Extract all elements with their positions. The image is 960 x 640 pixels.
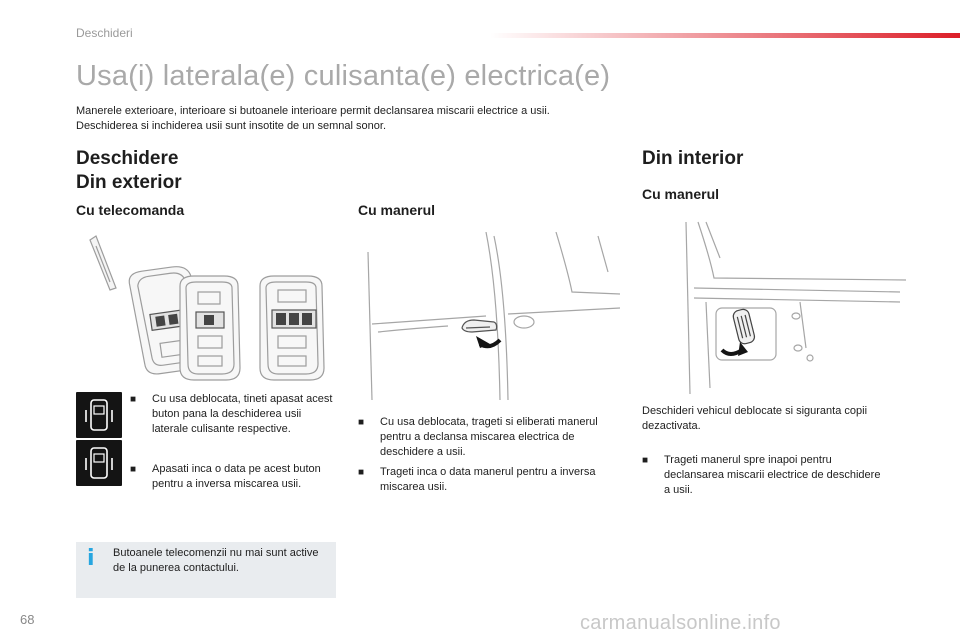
intro-line-2: Deschiderea si inchiderea usii sunt insotite de un semnal sonor. bbox=[76, 120, 387, 132]
intro-line-1: Manerele exterioare, interioare si butoanele interioare permit declansarea miscarii electrice a usii. bbox=[76, 105, 550, 117]
opening-heading-line-2: Din exterior bbox=[76, 172, 182, 193]
ext-handle-step-2 bbox=[358, 465, 603, 495]
remote-step-1-text: Cu usa deblocata, tineti apasat acest buton pana la deschiderea usii laterale culisante respective. bbox=[152, 393, 333, 435]
remote-step-2 bbox=[130, 462, 335, 492]
opening-heading bbox=[76, 147, 182, 195]
bullet-mark: ■ bbox=[358, 417, 365, 428]
header-accent-line bbox=[490, 33, 960, 38]
sliding-door-icon bbox=[76, 392, 122, 438]
int-handle-heading: Cu manerul bbox=[642, 186, 720, 202]
page-title: Usa(i) laterala(e) culisanta(e) electrica(e) bbox=[76, 60, 611, 92]
opening-heading-line-1: Deschidere bbox=[76, 148, 179, 169]
ext-handle-step-1 bbox=[358, 415, 603, 460]
remote-keys-illustration bbox=[82, 232, 344, 382]
interior-heading: Din interior bbox=[642, 148, 744, 169]
bullet-mark: ■ bbox=[130, 394, 137, 405]
interior-handle bbox=[732, 308, 756, 345]
bullet-mark: ■ bbox=[642, 455, 649, 466]
interior-text: Deschideri vehicul deblocate si siguranta copii dezactivata. bbox=[642, 405, 868, 432]
sliding-door-button-icon-1 bbox=[76, 392, 122, 438]
ext-handle-heading: Cu manerul bbox=[358, 202, 436, 218]
remote-step-2-text: Apasati inca o data pe acest buton pentru a inversa miscarea usii. bbox=[152, 463, 321, 490]
remote-step-1 bbox=[130, 392, 335, 437]
bullet-mark: ■ bbox=[358, 467, 365, 478]
intro-text bbox=[76, 104, 550, 134]
interior-handle-illustration bbox=[650, 218, 906, 394]
remote-2 bbox=[180, 276, 240, 380]
remote-heading: Cu telecomanda bbox=[76, 202, 185, 218]
page-number: 68 bbox=[20, 612, 35, 627]
remote-3 bbox=[260, 276, 324, 380]
int-handle-step-1 bbox=[642, 453, 882, 498]
info-note-text: Butoanele telecomenzii nu mai sunt active de la punerea contactului. bbox=[113, 547, 319, 574]
int-handle-step-1-text: Trageti manerul spre inapoi pentru declansarea miscarii electrice de deschidere a usii. bbox=[664, 454, 881, 496]
exterior-handle-illustration bbox=[358, 232, 620, 402]
ext-handle-step-2-text: Trageti inca o data manerul pentru a inversa miscarea usii. bbox=[380, 466, 596, 493]
ext-handle-step-1-text: Cu usa deblocata, trageti si eliberati manerul pentru a declansa miscarea electrica de deschidere a usii. bbox=[380, 416, 598, 458]
sliding-door-icon bbox=[76, 440, 122, 486]
section-label: Deschideri bbox=[76, 26, 133, 40]
info-icon: i bbox=[87, 546, 95, 571]
bullet-mark: ■ bbox=[130, 464, 137, 475]
exterior-handle bbox=[462, 320, 497, 332]
watermark: carmanualsonline.info bbox=[580, 612, 781, 634]
sliding-door-button-icon-2 bbox=[76, 440, 122, 486]
